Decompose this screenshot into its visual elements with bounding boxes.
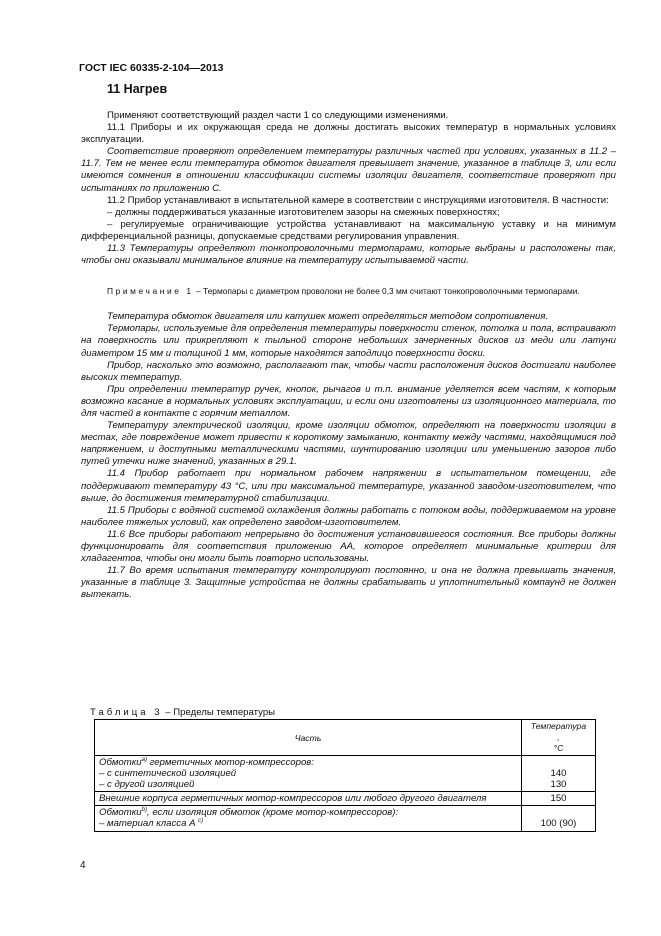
temperature-value: 150 (522, 792, 596, 806)
table-row (95, 756, 596, 792)
temperature-value: 130 (550, 779, 567, 790)
paragraph: 11.6 Все приборы работают непрерывно до достижения установившегося состояния. Все приборы должны функционировать для соответствия приложению АА, которое определяет минимальные критерии для хладагентов, чтобы они могли быть повторно использованы. (81, 528, 616, 565)
paragraph: Соответствие проверяют определением температуры различных частей при условиях, указанных в 11.2 – 11.7. Тем не менее если температура обмоток двигателя превышает значение, указанное в таблице 3, или если имеются сомнения в отношении классификации системы изоляции двигателя, соответствие проверяют при испытаниях по приложению С. (81, 146, 616, 194)
temperature-header-label: Температура (530, 721, 587, 731)
table-caption-text: – Пределы температуры (162, 707, 276, 718)
temperature-value: 100 (90) (540, 818, 577, 830)
temperature-value: 140 (550, 768, 567, 779)
note-text: – Термопары с диаметром проволоки не более 0,3 мм считают тонкопроволочными термопарами. (193, 286, 580, 297)
table-cell-part (95, 756, 522, 792)
column-header-part: Часть (95, 720, 522, 756)
row-title (99, 807, 517, 818)
temperature-limits-table (94, 719, 596, 832)
footnote-mark: b) (141, 807, 147, 814)
section-title: 11 Нагрев (107, 82, 168, 96)
note-label: Примечание 1 (107, 286, 194, 297)
paragraph: Температура обмоток двигателя или катушек может определяться методом сопротивления. (107, 311, 549, 323)
paragraph: 11.2 Прибор устанавливают в испытательной камере в соответствии с инструкциями изготовителя. В частности: (107, 194, 609, 206)
table-header-row (95, 720, 596, 756)
note (81, 286, 616, 297)
list-item: – должны поддерживаться указанные изготовителем зазоры на смежных поверхностях; (107, 206, 500, 218)
paragraph: Применяют соответствующий раздел части 1 со следующими изменениями. (107, 110, 449, 121)
row-title-text: Обмотки (99, 757, 142, 769)
row-title (99, 757, 517, 768)
paragraph: 11.4 Прибор работает при нормальном рабочем напряжении в испытательном помещении, где поддерживают температуру 43 °С, или при максимальной температуре, указанной заводом-изготовителем, что выше, до достижения температурной стабилизации. (81, 468, 616, 504)
paragraph: Термопары, используемые для определения температуры поверхности стенок, потолка и пола, встраивают на поверхность или прикрепляют к тыльной стороне небольших зачерненных дисков из меди или латуни диаметром 15 мм и толщиной 1 мм, которые находятся заподлицо поверхности доски. (81, 323, 616, 359)
paragraph: При определении температур ручек, кнопок, рычагов и т.п. внимание уделяется всем частям, к которым возможно касание в нормальных условиях эксплуатации, и если они изготовлены из изоляционного материала, то для частей в контакте с горячим металлом. (81, 383, 616, 419)
paragraph: 11.3 Температуры определяют тонкопроволочными термопарами, которые выбраны и расположены так, чтобы они оказывали минимальное влияние на температуру испытываемой части. (81, 243, 616, 267)
table-caption-label: Таблица 3 (90, 707, 163, 718)
column-header-temperature (522, 720, 596, 756)
row-title-rest: , если изоляция обмоток (кроме мотор-компрессоров): (146, 807, 399, 819)
paragraph: Температуру электрической изоляции, кроме изоляции обмоток, определяют на поверхности изоляции в местах, где повреждение может привести к короткому замыканию, контакту между частями, находящимися под напряжением, и доступными металлическими частями, шунтированию изоляции или уменьшению зазоров либо путей утечки ниже значений, указанных в 29.1. (81, 420, 616, 468)
row-title-text: Обмотки (99, 807, 142, 819)
temperature-header-unit: °С (553, 743, 564, 753)
paragraph: 11.5 Приборы с водяной системой охлаждения должны работать с потоком воды, поддерживаемом на уровне наиболее тяжелых условий, как определено заводом-изготовителем. (81, 504, 616, 528)
paragraph: 11.1 Приборы и их окружающая среда не должны достигать высоких температур в нормальных условиях эксплуатации. (81, 122, 616, 146)
table-cell-part (95, 806, 522, 831)
table-caption (90, 707, 275, 718)
table-cell-part: Внешние корпуса герметичных мотор-компрессоров или любого другого двигателя (95, 792, 522, 806)
footnote-mark: c) (198, 818, 204, 825)
row-subitem-text: – материал класса А (99, 818, 196, 830)
table-row (95, 792, 596, 806)
table-row (95, 806, 596, 831)
temperature-header-comma: , (557, 732, 560, 742)
footnote-mark: a) (141, 757, 147, 763)
paragraph: 11.7 Во время испытания температуру контролируют постоянно, и она не должна превышать значения, указанные в таблице 3. Защитные устройства не должны срабатывать и уплотнительный компаунд не должен вытекать. (81, 565, 616, 601)
table-cell-temperature (522, 806, 596, 831)
section-body (81, 110, 616, 601)
page-number: 4 (80, 860, 86, 871)
row-title-rest: герметичных мотор-компрессоров: (146, 757, 314, 769)
paragraph: Прибор, насколько это возможно, располагают так, чтобы части расположения дисков достигали наиболее высоких температур. (81, 359, 616, 383)
list-item: – регулируемые ограничивающие устройства устанавливают на максимальную уставку и на минимум дифференциальной разницы, допускаемые средствами регулирования управления. (81, 218, 616, 242)
row-subitem (99, 818, 517, 829)
document-header: ГОСТ IEC 60335-2-104—2013 (79, 62, 224, 74)
row-subitem: – с синтетической изоляцией (99, 768, 237, 780)
table-cell-temperature (522, 756, 596, 792)
row-subitem: – с другой изоляцией (99, 779, 195, 791)
